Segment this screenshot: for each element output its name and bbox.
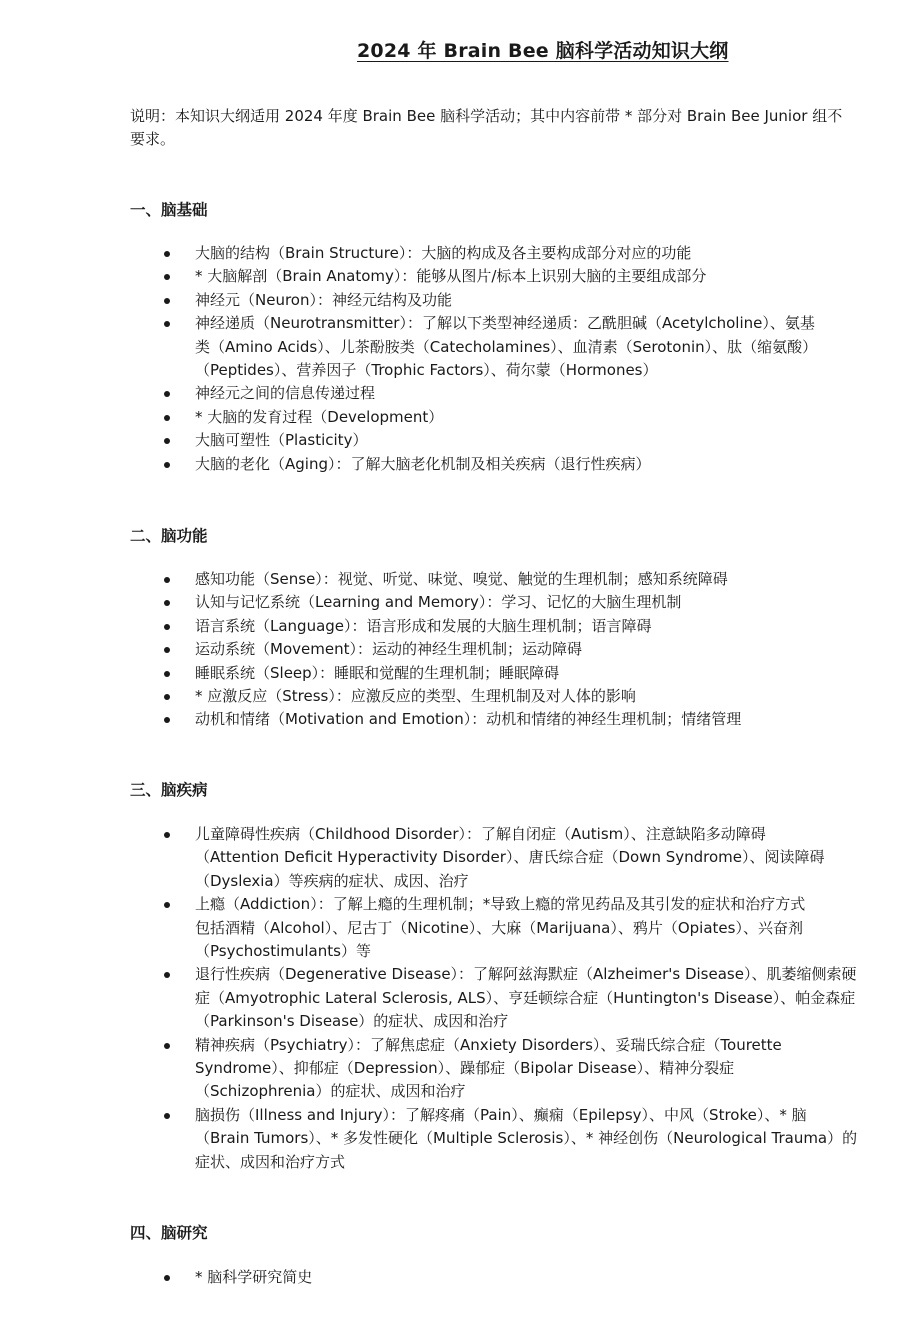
list-item-text: 神经元之间的信息传递过程	[195, 384, 376, 403]
intro-note: 说明：本知识大纲适用 2024 年度 Brain Bee 脑科学活动；其中内容前带 * 部分对 Brain Bee Junior 组不 要求。	[130, 107, 843, 148]
section-list-brain-disease	[0, 823, 915, 1174]
section-list-brain-research	[0, 1266, 915, 1289]
list-item	[0, 312, 915, 382]
list-item	[0, 1266, 915, 1289]
section-list-brain-basics	[0, 242, 915, 476]
list-item	[0, 382, 915, 405]
section-heading-brain-basics: 一、脑基础	[130, 201, 208, 219]
list-item	[0, 591, 915, 614]
list-item	[0, 406, 915, 429]
list-item-text: 运动系统（Movement）：运动的神经生理机制；运动障碍	[195, 640, 582, 659]
bullet-icon	[164, 600, 170, 606]
bullet-icon	[164, 577, 170, 583]
list-item	[0, 1034, 915, 1104]
list-item	[0, 453, 915, 476]
list-item	[0, 615, 915, 638]
bullet-icon	[164, 671, 170, 677]
list-item	[0, 568, 915, 591]
list-item-text: 精神疾病（Psychiatry）：了解焦虑症（Anxiety Disorders）、妥瑞氏综合症（Tourette Syndrome）、抑郁症（Depression）、躁郁症（Bipolar Disease）、精神分裂症 （Schizophrenia）的症状、成因和治疗	[195, 1035, 782, 1101]
bullet-icon	[164, 624, 170, 630]
list-item-text: 大脑的结构（Brain Structure）：大脑的构成及各主要构成部分对应的功能	[195, 244, 692, 262]
list-item	[0, 893, 915, 963]
list-item-text: 儿童障碍性疾病（Childhood Disorder）：了解自闭症（Autism）、注意缺陷多动障碍 （Attention Deficit Hyperactivity Disorder）、唐氏综合症（Down Syndrome）、阅读障碍 （Dyslexia）等疾病的症状、成因、治疗	[195, 825, 825, 890]
list-item-text: 脑损伤（Illness and Injury）：了解疼痛（Pain）、癫痫（Epilepsy）、中风（Stroke）、* 脑 （Brain Tumors）、* 多发性硬化（Multiple Sclerosis）、* 神经创伤（Neurological Trauma）的 症状、成因和治疗方式	[195, 1105, 858, 1171]
list-item-text: 退行性疾病（Degenerative Disease）：了解阿兹海默症（Alzheimer's Disease）、肌萎缩侧索硬 症（Amyotrophic Lateral Sclerosis, ALS）、亨廷顿综合症（Huntington's Disease）、帕金森症 （Parkinson's Disease）的症状、成因和治疗	[195, 965, 857, 1031]
list-item-text: * 脑科学研究简史	[195, 1268, 313, 1286]
list-item	[0, 242, 915, 265]
section-heading-brain-disease: 三、脑疾病	[130, 781, 208, 799]
list-item	[0, 429, 915, 452]
list-item-text: 感知功能（Sense）：视觉、听觉、味觉、嗅觉、触觉的生理机制；感知系统障碍	[195, 570, 728, 588]
bullet-icon	[164, 251, 170, 257]
bullet-icon	[164, 832, 170, 838]
bullet-icon	[164, 902, 170, 908]
bullet-icon	[164, 1043, 170, 1049]
list-item	[0, 289, 915, 312]
page-title: 2024 年 Brain Bee 脑科学活动知识大纲	[357, 40, 729, 62]
list-item-text: 认知与记忆系统（Learning and Memory）：学习、记忆的大脑生理机制	[195, 593, 682, 612]
bullet-icon	[164, 1275, 170, 1281]
bullet-icon	[164, 972, 170, 978]
bullet-icon	[164, 438, 170, 444]
list-item-text: 大脑的老化（Aging）：了解大脑老化机制及相关疾病（退行性疾病）	[195, 454, 651, 473]
bullet-icon	[164, 694, 170, 700]
list-item-text: 语言系统（Language）：语言形成和发展的大脑生理机制；语言障碍	[195, 616, 652, 635]
section-heading-brain-function: 二、脑功能	[130, 527, 208, 545]
list-item	[0, 963, 915, 1033]
list-item	[0, 823, 915, 893]
bullet-icon	[164, 321, 170, 327]
bullet-icon	[164, 1113, 170, 1119]
list-item	[0, 662, 915, 685]
list-item	[0, 638, 915, 661]
list-item-text: 睡眠系统（Sleep）：睡眠和觉醒的生理机制；睡眠障碍	[195, 663, 560, 682]
bullet-icon	[164, 274, 170, 280]
bullet-icon	[164, 647, 170, 653]
list-item-text: * 应激反应（Stress）：应激反应的类型、生理机制及对人体的影响	[195, 687, 636, 706]
list-item	[0, 265, 915, 288]
list-item-text: 动机和情绪（Motivation and Emotion）：动机和情绪的神经生理机制；情绪管理	[195, 710, 742, 729]
list-item	[0, 685, 915, 708]
list-item-text: 上瘾（Addiction）：了解上瘾的生理机制；*导致上瘾的常见药品及其引发的症状和治疗方式 包括酒精（Alcohol）、尼古丁（Nicotine）、大麻（Marijuana）、鸦片（Opiates）、兴奋剂 （Psychostimulants）等	[195, 895, 806, 961]
bullet-icon	[164, 298, 170, 304]
bullet-icon	[164, 391, 170, 397]
list-item-text: * 大脑解剖（Brain Anatomy）：能够从图片/标本上识别大脑的主要组成部分	[195, 267, 707, 286]
list-item-text: 神经递质（Neurotransmitter）：了解以下类型神经递质：乙酰胆碱（Acetylcholine）、氨基 类（Amino Acids）、儿茶酚胺类（Catecholamines）、血清素（Serotonin）、肽（缩氨酸） （Peptides）、营养因子（Trophic Factors）、荷尔蒙（Hormones）	[195, 314, 818, 380]
section-list-brain-function	[0, 568, 915, 732]
bullet-icon	[164, 717, 170, 723]
bullet-icon	[164, 415, 170, 421]
section-heading-brain-research: 四、脑研究	[130, 1224, 208, 1242]
list-item-text: 大脑可塑性（Plasticity）	[195, 431, 368, 450]
list-item	[0, 708, 915, 731]
bullet-icon	[164, 462, 170, 468]
list-item-text: 神经元（Neuron）：神经元结构及功能	[195, 290, 452, 309]
list-item	[0, 1104, 915, 1174]
list-item-text: * 大脑的发育过程（Development）	[195, 407, 444, 426]
